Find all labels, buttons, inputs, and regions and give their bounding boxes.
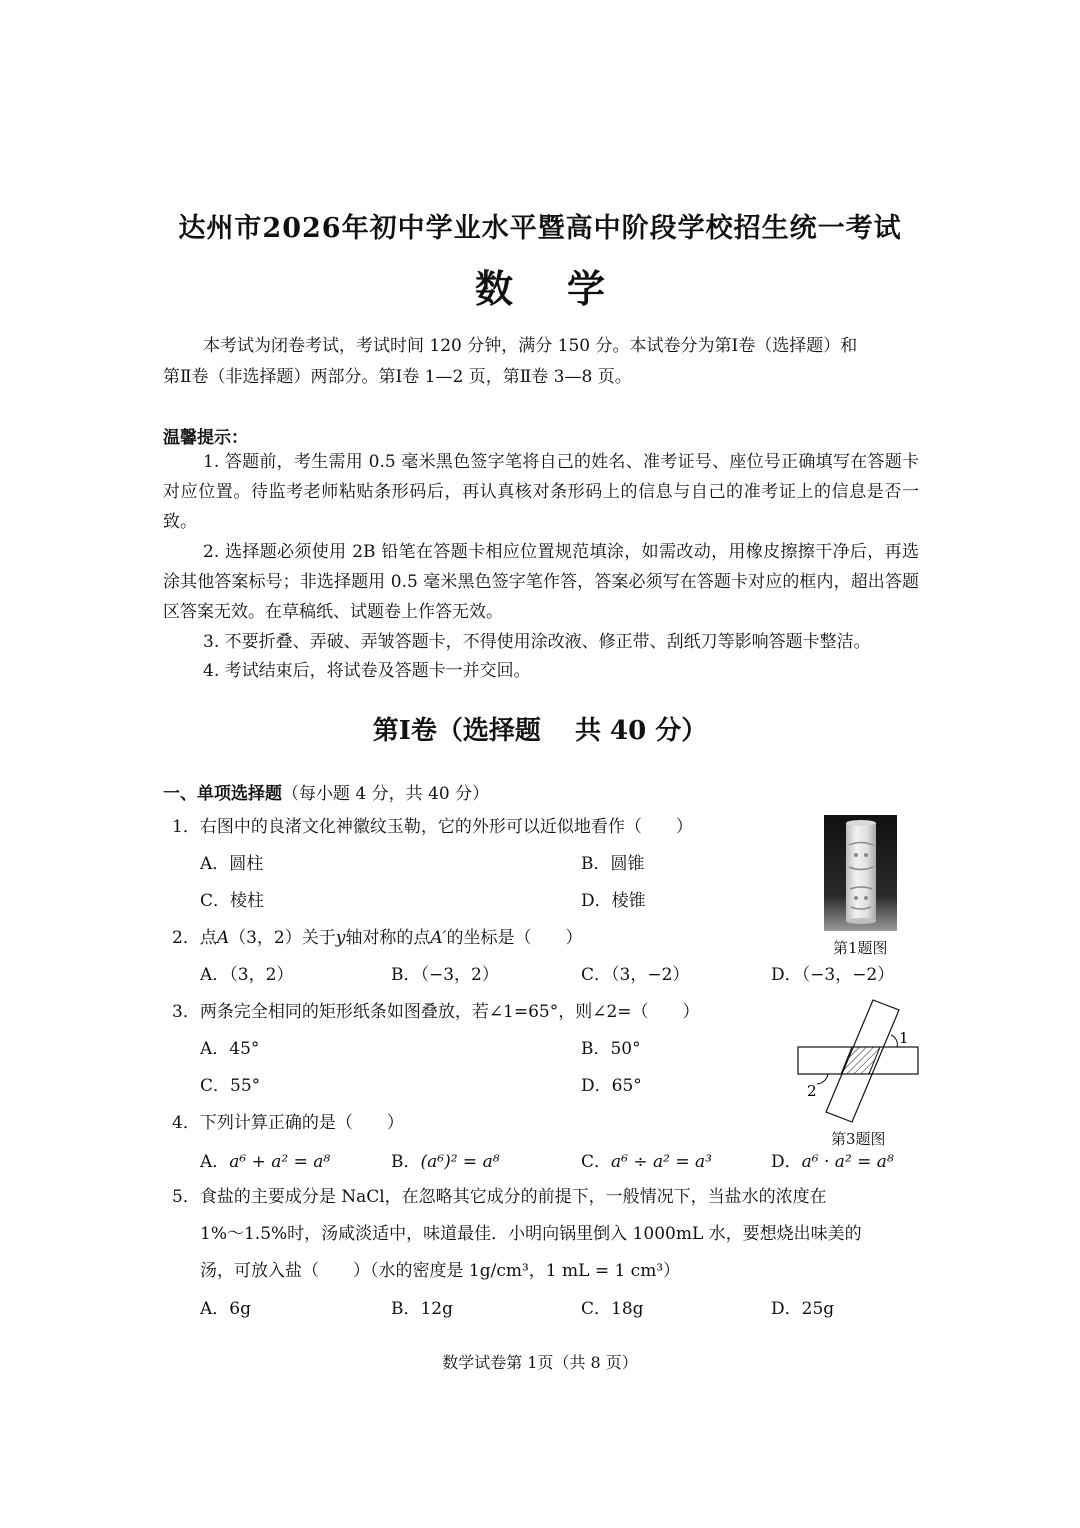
intro-line-2: 第Ⅱ卷（非选择题）两部分。第Ⅰ卷 1—2 页，第Ⅱ卷 3—8 页。 <box>163 367 632 387</box>
q5-option-c: C．18g <box>581 1299 644 1319</box>
q1-jade-cylinder-photo <box>824 815 897 931</box>
q4-option-a-letter: A． <box>200 1152 230 1172</box>
tip-item-1: 1. 答题前，考生需用 0.5 毫米黑色签字笔将自己的姓名、准考证号、座位号正确填写在答题卡对应位置。待监考老师粘贴条形码后，再认真核对条形码上的信息与自己的准考证上的信息是否一致。 <box>163 452 919 532</box>
exam-title: 达州市2026年初中学业水平暨高中阶段学校招生统一考试 <box>178 213 902 244</box>
section-heading-right: 共 40 分） <box>574 716 708 746</box>
q2-option-a: A．（3，2） <box>200 965 294 985</box>
tip-item-4: 4. 考试结束后，将试卷及答题卡一并交回。 <box>203 661 531 681</box>
q3-option-d: D．65° <box>581 1076 642 1096</box>
q4-stem: 4．下列计算正确的是（ ） <box>172 1113 404 1133</box>
q1-option-d: D．棱锥 <box>581 891 646 911</box>
q4-option-b <box>391 1151 500 1173</box>
q3-option-c: C．55° <box>200 1076 261 1096</box>
q3-angle-label-1: 1 <box>899 1029 909 1047</box>
q5-line-1: 5．食盐的主要成分是 NaCl，在忽略其它成分的前提下，一般情况下，当盐水的浓度在 <box>172 1187 827 1207</box>
q3-stem: 3．两条完全相同的矩形纸条如图叠放，若∠1=65°，则∠2=（ ） <box>172 1002 700 1022</box>
q2-option-b: B．（−3，2） <box>391 965 499 985</box>
q5-option-a: A．6g <box>200 1299 251 1319</box>
q1-option-b: B．圆锥 <box>581 854 645 874</box>
q2-option-d: D．（−3，−2） <box>771 965 895 985</box>
part-note: （每小题 4 分，共 40 分） <box>282 784 490 804</box>
q4-option-a-expr: a⁶ + a² = a⁸ <box>229 1152 331 1172</box>
intro-line-1: 本考试为闭卷考试，考试时间 120 分钟，满分 150 分。本试卷分为第Ⅰ卷（选择题）和 <box>203 336 858 356</box>
q2-stem-text-3: 轴对称的点 <box>345 928 431 948</box>
q2-point-a-prime: A′ <box>430 928 447 948</box>
q5-option-b: B．12g <box>391 1299 454 1319</box>
section-heading-left: 第Ⅰ卷（选择题 <box>372 716 541 746</box>
tip-item-2: 2. 选择题必须使用 2B 铅笔在答题卡相应位置规范填涂，如需改动，用橡皮擦擦干净后，再选涂其他答案标号；非选择题用 0.5 毫米黑色签字笔作答，答案必须写在答题卡对应的框内，超出答题区答案无效。在草稿纸、试题卷上作答无效。 <box>163 542 919 622</box>
q2-point-a: A <box>216 928 230 948</box>
q1-option-a: A．圆柱 <box>200 854 264 874</box>
q4-option-b-letter: B． <box>391 1152 421 1172</box>
tip-item-3: 3. 不要折叠、弄破、弄皱答题卡，不得使用涂改液、修正带、刮纸刀等影响答题卡整洁。 <box>203 632 871 652</box>
section-heading <box>0 710 1080 747</box>
q4-option-d-letter: D． <box>771 1152 802 1172</box>
tips-heading: 温馨提示： <box>163 428 248 448</box>
q2-stem-text-2: （3，2）关于 <box>229 928 336 948</box>
subject-title: 数学 <box>474 266 659 311</box>
q3-overlapping-strips-diagram <box>795 998 921 1124</box>
q2-option-c: C．（3，−2） <box>581 965 690 985</box>
q2-stem-text-1: 2．点 <box>172 928 217 948</box>
q4-option-d-expr: a⁶ · a² = a⁸ <box>801 1152 894 1172</box>
q3-angle-label-2: 2 <box>807 1082 817 1100</box>
q1-figure-caption: 第1题图 <box>833 939 888 957</box>
q4-option-c-letter: C． <box>581 1152 612 1172</box>
q5-line-2: 1%～1.5%时，汤咸淡适中，味道最佳．小明向锅里倒入 1000mL 水，要想烧出味美的 <box>200 1224 862 1244</box>
page-footer: 数学试卷第 1页（共 8 页） <box>442 1353 638 1372</box>
q3-option-a: A．45° <box>200 1039 260 1059</box>
q4-option-d <box>771 1151 894 1173</box>
q2-axis-y: y <box>335 928 346 948</box>
q2-stem-text-4: 的坐标是（ ） <box>446 928 583 948</box>
q4-option-c-expr: a⁶ ÷ a² = a³ <box>611 1152 712 1172</box>
q4-option-a <box>200 1151 330 1173</box>
q1-stem: 1．右图中的良渚文化神徽纹玉勒，它的外形可以近似地看作（ ） <box>172 817 693 837</box>
q3-figure-caption: 第3题图 <box>831 1130 886 1148</box>
part-heading <box>163 779 489 804</box>
q1-option-c: C．棱柱 <box>200 891 265 911</box>
q3-option-b: B．50° <box>581 1039 641 1059</box>
q4-option-b-expr: (a⁶)² = a⁸ <box>420 1152 500 1172</box>
q5-option-d: D．25g <box>771 1299 835 1319</box>
q5-line-3: 汤，可放入盐（ ）（水的密度是 1g/cm³，1 mL = 1 cm³） <box>200 1261 681 1281</box>
q4-option-c <box>581 1151 712 1173</box>
q2-stem <box>172 927 583 949</box>
part-label: 一、单项选择题 <box>163 784 282 804</box>
